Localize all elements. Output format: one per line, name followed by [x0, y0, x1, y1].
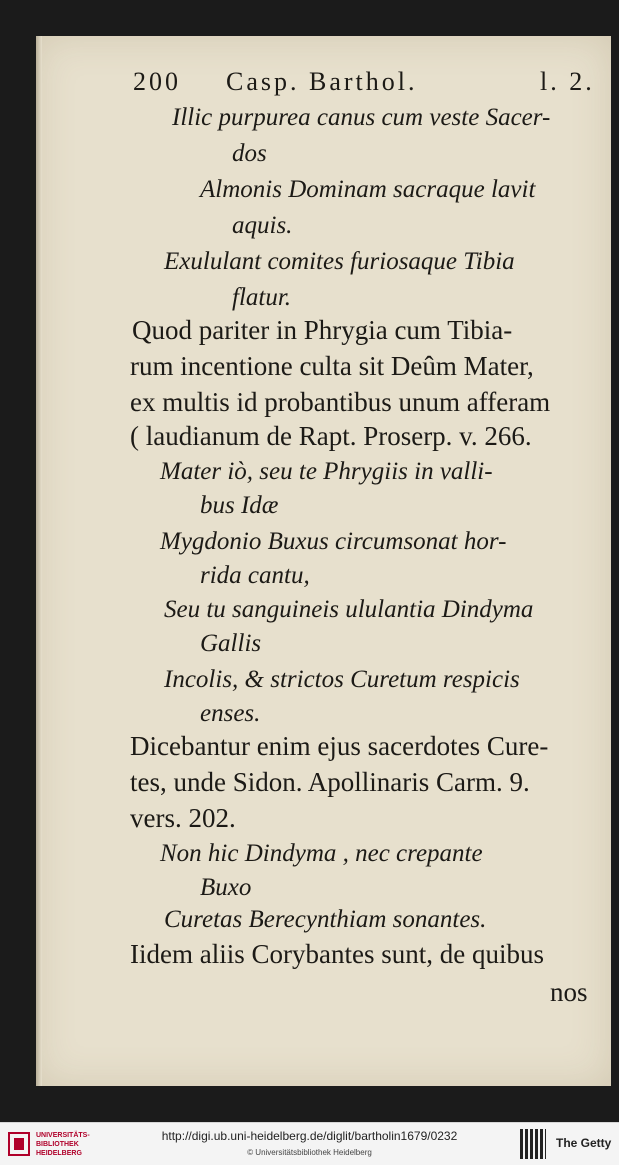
- getty-logo-icon: [520, 1129, 546, 1159]
- prose-line: tes, unde Sidon. Apollinaris Carm. 9.: [130, 767, 530, 797]
- prose-line: rum incentione culta sit Deûm Mater,: [130, 351, 534, 381]
- verse-line: Exululant comites furiosaque Tibia: [164, 248, 515, 275]
- prose-line: ex multis id probantibus unum afferam: [130, 387, 551, 417]
- verse-line: enses.: [200, 700, 261, 727]
- verse-line: flatur.: [232, 284, 292, 311]
- verse-line: bus Idæ: [200, 492, 279, 519]
- prose-line: ( laudianum de Rapt. Proserp. v. 266.: [130, 421, 532, 451]
- viewer-footer: [0, 1122, 619, 1165]
- verse-line: Gallis: [200, 630, 262, 657]
- verse-line: Seu tu sanguineis ululantia Dindyma: [164, 596, 534, 623]
- verse-line: Mygdonio Buxus circumsonat hor-: [160, 528, 507, 555]
- catchword: nos: [550, 977, 588, 1007]
- prose-line: vers. 202.: [130, 803, 236, 833]
- verse-line: Incolis, & strictos Curetum respicis: [164, 666, 520, 693]
- copyright-notice: © Universitätsbibliothek Heidelberg: [247, 1148, 372, 1157]
- permalink[interactable]: http://digi.ub.uni-heidelberg.de/diglit/bartholin1679/0232: [161, 1129, 458, 1143]
- verse-line: Non hic Dindyma , nec crepante: [160, 840, 483, 867]
- page-number: 200: [133, 67, 181, 96]
- library-name: UNIVERSITÄTS- BIBLIOTHEK HEIDELBERG: [36, 1132, 90, 1157]
- partner-name: The Getty: [556, 1136, 612, 1150]
- verse-line: Almonis Dominam sacraque lavit: [200, 176, 536, 203]
- section-marker: l. 2.: [540, 67, 595, 96]
- verse-line: dos: [232, 140, 267, 167]
- verse-line: Illic purpurea canus cum veste Sacer-: [172, 104, 551, 131]
- prose-line: Quod pariter in Phrygia cum Tibia-: [132, 315, 513, 345]
- verse-line: aquis.: [232, 212, 293, 239]
- verse-line: rida cantu,: [200, 562, 310, 589]
- prose-line: Iidem aliis Corybantes sunt, de quibus: [130, 939, 544, 969]
- prose-line: Dicebantur enim ejus sacerdotes Cure-: [130, 731, 549, 761]
- verse-line: Curetas Berecynthiam sonantes.: [164, 906, 487, 933]
- verse-line: Mater iò, seu te Phrygiis in valli-: [160, 458, 493, 485]
- verse-line: Buxo: [200, 874, 252, 901]
- running-title: Casp. Barthol.: [226, 67, 418, 96]
- page-edge: [36, 36, 42, 1086]
